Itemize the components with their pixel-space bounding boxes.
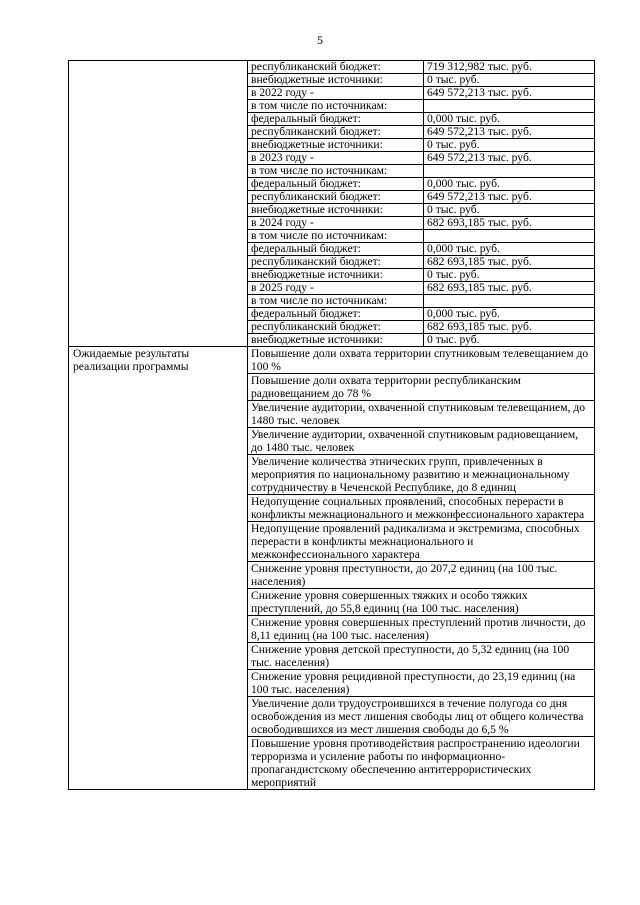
financing-amount: 0,000 тыс. руб. [424, 308, 595, 321]
financing-source-label: федеральный бюджет: [248, 113, 424, 126]
table-body [69, 61, 595, 790]
financing-amount [424, 295, 595, 308]
financing-amount [424, 230, 595, 243]
financing-source-label: внебюджетные источники: [248, 74, 424, 87]
financing-amount: 649 572,213 тыс. руб. [424, 126, 595, 139]
result-item: Увеличение доли трудоустроившихся в течение полугода со дня освобождения из мест лишения свободы лиц от общего количества освободившихся из мест лишения свободы до 6,5 % [248, 697, 595, 737]
financing-source-label: федеральный бюджет: [248, 178, 424, 191]
financing-amount: 0 тыс. руб. [424, 139, 595, 152]
result-item: Снижение уровня рецидивной преступности, до 23,19 единиц (на 100 тыс. населения) [248, 670, 595, 697]
financing-source-label: в 2022 году - [248, 87, 424, 100]
result-item: Увеличение аудитории, охваченной спутниковым телевещанием, до 1480 тыс. человек [248, 401, 595, 428]
financing-amount: 0 тыс. руб. [424, 74, 595, 87]
financing-source-label: в том числе по источникам: [248, 165, 424, 178]
financing-source-label: республиканский бюджет: [248, 321, 424, 334]
financing-source-label: в 2023 году - [248, 152, 424, 165]
financing-amount: 682 693,185 тыс. руб. [424, 217, 595, 230]
financing-source-label: в 2024 году - [248, 217, 424, 230]
financing-source-label: республиканский бюджет: [248, 256, 424, 269]
financing-amount: 649 572,213 тыс. руб. [424, 152, 595, 165]
result-item: Снижение уровня совершенных тяжких и особо тяжких преступлений, до 55,8 единиц (на 100 тыс. населения) [248, 589, 595, 616]
financing-amount: 649 572,213 тыс. руб. [424, 87, 595, 100]
financing-amount: 682 693,185 тыс. руб. [424, 256, 595, 269]
financing-source-label: республиканский бюджет: [248, 61, 424, 74]
financing-source-label: в том числе по источникам: [248, 100, 424, 113]
result-item: Недопущение социальных проявлений, способных перерасти в конфликты межнационального и межконфессионального характера [248, 495, 595, 522]
result-item: Снижение уровня преступности, до 207,2 единиц (на 100 тыс. населения) [248, 562, 595, 589]
financing-amount: 0,000 тыс. руб. [424, 178, 595, 191]
financing-source-label: федеральный бюджет: [248, 308, 424, 321]
financing-row [69, 61, 595, 74]
financing-source-label: в том числе по источникам: [248, 230, 424, 243]
financing-source-label: внебюджетные источники: [248, 334, 424, 347]
financing-amount: 719 312,982 тыс. руб. [424, 61, 595, 74]
results-label: Ожидаемые результаты реализации программы [69, 347, 248, 790]
financing-source-label: внебюджетные источники: [248, 204, 424, 217]
financing-amount: 0 тыс. руб. [424, 334, 595, 347]
financing-source-label: внебюджетные источники: [248, 139, 424, 152]
financing-label-cell [69, 61, 248, 347]
financing-source-label: республиканский бюджет: [248, 191, 424, 204]
financing-amount: 0 тыс. руб. [424, 204, 595, 217]
financing-source-label: в том числе по источникам: [248, 295, 424, 308]
result-item: Увеличение аудитории, охваченной спутниковым радиовещанием, до 1480 тыс. человек [248, 428, 595, 455]
financing-amount: 682 693,185 тыс. руб. [424, 282, 595, 295]
financing-amount: 0 тыс. руб. [424, 269, 595, 282]
result-item: Увеличение количества этнических групп, привлеченных в мероприятия по национальному развитию и межнациональному сотрудничеству в Чеченской Республике, до 8 единиц [248, 455, 595, 495]
financing-amount: 0,000 тыс. руб. [424, 243, 595, 256]
result-item: Снижение уровня совершенных преступлений против личности, до 8,11 единиц (на 100 тыс. населения) [248, 616, 595, 643]
result-item: Снижение уровня детской преступности, до 5,32 единиц (на 100 тыс. населения) [248, 643, 595, 670]
page-number: 5 [317, 33, 323, 47]
financing-amount: 0,000 тыс. руб. [424, 113, 595, 126]
financing-amount: 649 572,213 тыс. руб. [424, 191, 595, 204]
result-item: Повышение уровня противодействия распространению идеологии терроризма и усиление работы по информационно-пропагандистскому обеспечению антитеррористических мероприятий [248, 737, 595, 790]
financing-amount: 682 693,185 тыс. руб. [424, 321, 595, 334]
result-item: Повышение доли охвата территории республиканским радиовещанием до 78 % [248, 374, 595, 401]
result-item: Повышение доли охвата территории спутниковым телевещанием до 100 % [248, 347, 595, 374]
financing-source-label: в 2025 году - [248, 282, 424, 295]
financing-amount [424, 100, 595, 113]
financing-source-label: внебюджетные источники: [248, 269, 424, 282]
result-row [69, 347, 595, 374]
financing-amount [424, 165, 595, 178]
financing-source-label: федеральный бюджет: [248, 243, 424, 256]
financing-source-label: республиканский бюджет: [248, 126, 424, 139]
result-item: Недопущение проявлений радикализма и экстремизма, способных перерасти в конфликты межнационального и межконфессионального характера [248, 522, 595, 562]
passport-table [68, 60, 595, 790]
